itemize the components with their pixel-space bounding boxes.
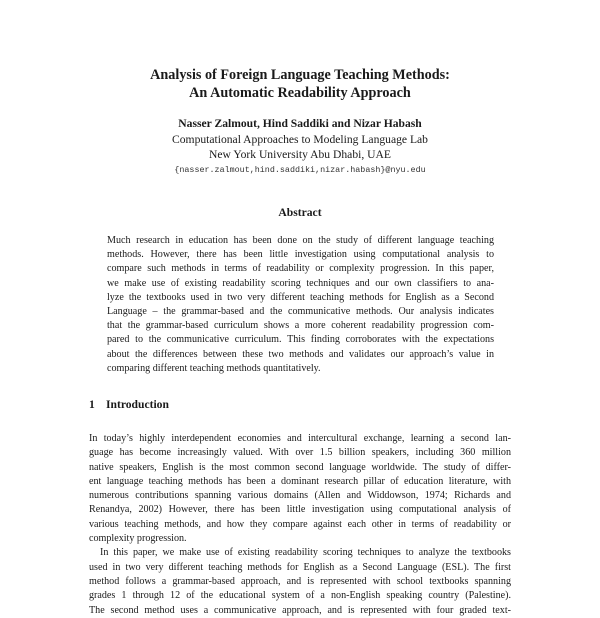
- abstract-line: comparing different teaching methods quantitatively.: [107, 362, 321, 374]
- section-heading-introduction: [89, 398, 169, 411]
- body-line: method follows a grammar-based approach, and is represented with school textbooks spanning: [89, 575, 511, 587]
- body-line: In today’s highly interdependent economies and intercultural exchange, learning a second lan-: [89, 433, 511, 444]
- introduction-body: [89, 432, 511, 618]
- abstract-line: about the differences between these two methods and validates our approach’s value in: [107, 348, 494, 360]
- abstract-line: pared to the communicative curriculum. This finding corroborates with the expectations: [107, 334, 494, 346]
- body-line: guage has become increasingly valued. With over 1.5 billion speakers, including 360 million: [89, 447, 511, 459]
- abstract-line: we make use of existing readability scoring techniques and our own classifiers to ana-: [107, 277, 494, 289]
- author-emails: {nasser.zalmout,hind.saddiki,nizar.habash}@nyu.edu: [174, 164, 426, 175]
- author-block: [0, 116, 600, 178]
- title-line-2: An Automatic Readability Approach: [189, 85, 411, 101]
- paper-title: [0, 66, 600, 102]
- body-line: complexity progression.: [89, 533, 187, 545]
- body-line: Renandya, 2002) However, there has been little investigation using computational analysis of: [89, 504, 511, 516]
- abstract-line: lyze the textbooks used in two very different teaching methods for English as a Second: [107, 291, 494, 303]
- abstract-line: compare such methods in terms of readability or complexity progression. In this paper,: [107, 263, 494, 275]
- abstract-line: Much research in education has been done on the study of different language teaching: [107, 235, 494, 246]
- abstract-body: [107, 234, 494, 376]
- body-line: ent language teaching methods has been a dominant research pillar of education literature, with: [89, 475, 511, 487]
- abstract-line: Language – the grammar-based and the communicative methods. Our analysis indicates: [107, 306, 494, 318]
- body-line: used in two very different teaching methods for English as a Second Language (ESL). The first: [89, 561, 511, 573]
- abstract-line: methods. However, there has been little investigation using computational analysis to: [107, 249, 494, 261]
- body-line: In this paper, we make use of existing readability scoring techniques to analyze the textbooks: [100, 547, 511, 559]
- section-title: Introduction: [106, 398, 169, 411]
- body-line: grades 1 through 12 of the educational system of a non-English speaking country (Palestine).: [89, 590, 511, 602]
- body-line: native speakers, English is the most common second language worldwide. The study of differ-: [89, 461, 511, 473]
- affiliation-lab: Computational Approaches to Modeling Language Lab: [172, 132, 428, 146]
- body-line: numerous contributions spanning various domains (Allen and Widdowson, 1974; Richards and: [89, 490, 511, 502]
- abstract-heading: Abstract: [278, 206, 322, 219]
- affiliation-university: New York University Abu Dhabi, UAE: [209, 148, 391, 161]
- abstract-line: that the grammar-based curriculum shows a more coherent readability progression com-: [107, 320, 494, 332]
- author-names: Nasser Zalmout, Hind Saddiki and Nizar Habash: [178, 117, 422, 130]
- body-line: The second method uses a communicative approach, and is represented with four graded text-: [89, 604, 511, 616]
- section-number: 1: [89, 398, 95, 411]
- title-line-1: Analysis of Foreign Language Teaching Methods:: [150, 67, 450, 83]
- body-line: various teaching methods, and how they compare against each other in terms of readability or: [89, 518, 511, 530]
